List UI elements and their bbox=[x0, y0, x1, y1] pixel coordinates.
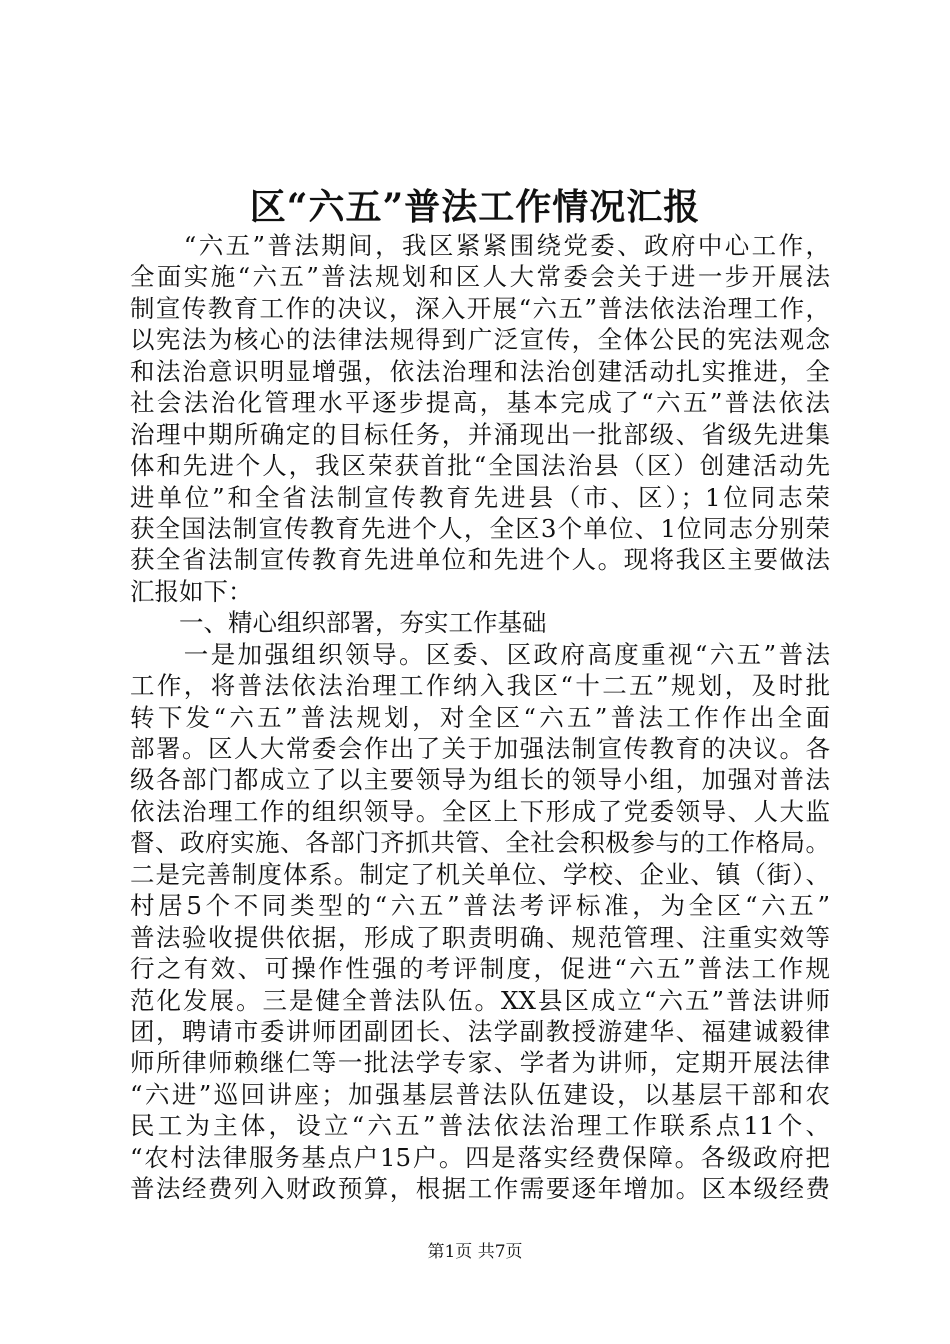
body-line: “六进”巡回讲座；加强基层普法队伍建设，以基层干部和农 bbox=[130, 1079, 830, 1109]
page-footer: 第1页 共7页 bbox=[427, 1242, 523, 1262]
document-body bbox=[130, 230, 830, 1205]
body-line: 部署。区人大常委会作出了关于加强法制宣传教育的决议。各 bbox=[130, 734, 830, 763]
body-line: 普法验收提供依据，形成了职责明确、规范管理、注重实效等 bbox=[130, 922, 830, 952]
body-line: 二是完善制度体系。制定了机关单位、学校、企业、镇（街）、 bbox=[130, 859, 830, 889]
body-line: “农村法律服务基点户15户。四是落实经费保障。各级政府把 bbox=[130, 1142, 830, 1172]
body-line: 获全国法制宣传教育先进个人，全区3个单位、1位同志分别荣 bbox=[130, 513, 830, 543]
body-line: 和法治意识明显增强，依法治理和法治创建活动扎实推进，全 bbox=[130, 356, 830, 386]
body-line: 师所律师赖继仁等一批法学专家、学者为讲师，定期开展法律 bbox=[130, 1048, 830, 1078]
body-line: 普法经费列入财政预算，根据工作需要逐年增加。区本级经费 bbox=[130, 1174, 830, 1204]
body-line: 依法治理工作的组织领导。全区上下形成了党委领导、人大监 bbox=[130, 796, 830, 826]
body-line: 以宪法为核心的法律法规得到广泛宣传，全体公民的宪法观念 bbox=[130, 325, 830, 355]
body-line: 制宣传教育工作的决议，深入开展“六五”普法依法治理工作， bbox=[130, 293, 830, 323]
body-line: 一是加强组织领导。区委、区政府高度重视“六五”普法 bbox=[130, 639, 830, 669]
body-line: 级各部门都成立了以主要领导为组长的领导小组，加强对普法 bbox=[130, 765, 830, 795]
body-line: 全面实施“六五”普法规划和区人大常委会关于进一步开展法 bbox=[130, 262, 830, 292]
body-line: 团，聘请市委讲师团副团长、法学副教授游建华、福建诚毅律 bbox=[130, 1016, 830, 1046]
body-line: 范化发展。三是健全普法队伍。XX县区成立“六五”普法讲师 bbox=[130, 985, 830, 1015]
body-line: 转下发“六五”普法规划，对全区“六五”普法工作作出全面 bbox=[130, 702, 830, 732]
section-heading: 一、精心组织部署，夯实工作基础 bbox=[130, 608, 547, 638]
body-line: 工作，将普法依法治理工作纳入我区“十二五”规划，及时批 bbox=[130, 671, 830, 701]
body-line: 进单位”和全省法制宣传教育先进县（市、区）；1位同志荣 bbox=[130, 482, 830, 512]
body-line: 督、政府实施、各部门齐抓共管、全社会积极参与的工作格局。 bbox=[130, 828, 830, 858]
body-line: “六五”普法期间，我区紧紧围绕党委、政府中心工作， bbox=[130, 231, 830, 260]
body-line: 汇报如下： bbox=[130, 576, 253, 606]
body-line: 获全省法制宣传教育先进单位和先进个人。现将我区主要做法 bbox=[130, 545, 830, 575]
body-line: 行之有效、可操作性强的考评制度，促进“六五”普法工作规 bbox=[130, 954, 830, 984]
body-line: 体和先进个人，我区荣获首批“全国法治县（区）创建活动先 bbox=[130, 451, 830, 481]
document-title: 区“六五”普法工作情况汇报 bbox=[249, 186, 701, 228]
body-line: 民工为主体，设立“六五”普法依法治理工作联系点11个、 bbox=[130, 1111, 830, 1141]
body-line: 治理中期所确定的目标任务，并涌现出一批部级、省级先进集 bbox=[130, 419, 830, 449]
body-line: 村居5个不同类型的“六五”普法考评标准，为全区“六五” bbox=[130, 891, 830, 921]
body-line: 社会法治化管理水平逐步提高，基本完成了“六五”普法依法 bbox=[130, 388, 830, 418]
